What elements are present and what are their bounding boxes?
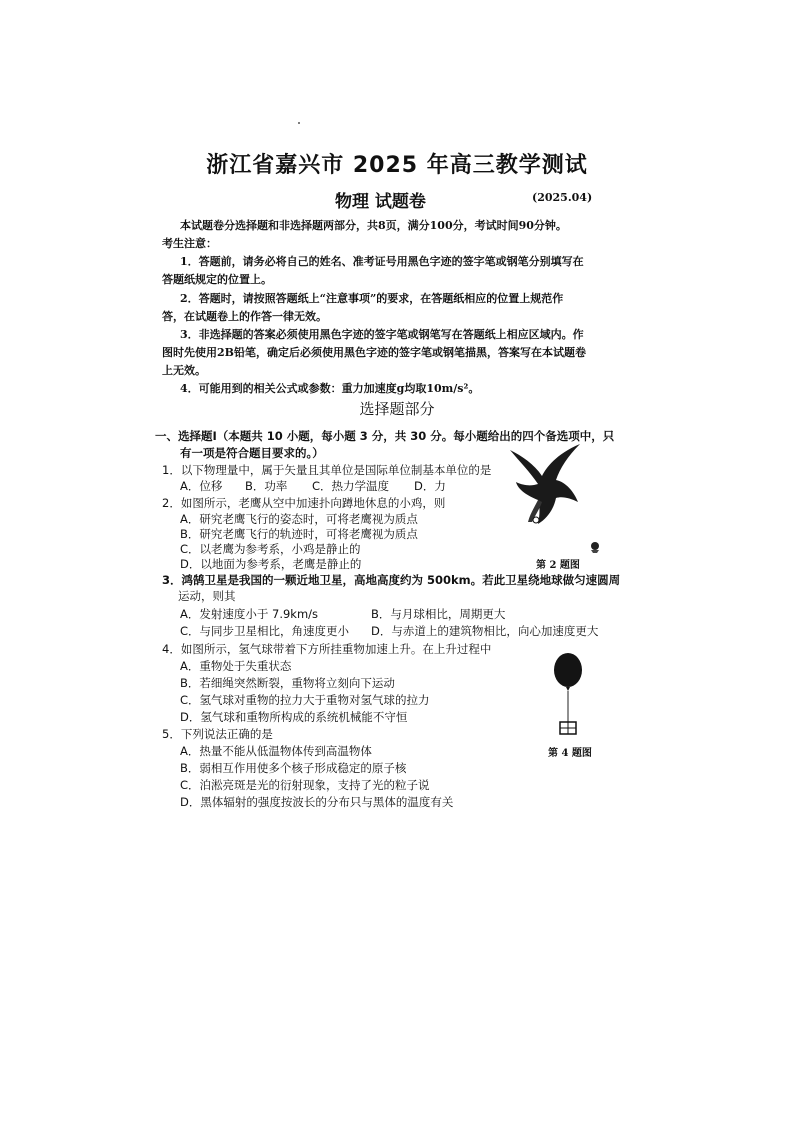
q1-option-b: B．功率 [245, 479, 288, 493]
balloon-icon [548, 652, 588, 736]
q4-option-b: B．若细绳突然断裂，重物将立刻向下运动 [180, 676, 395, 690]
notice-heading: 考生注意： [162, 237, 217, 250]
chick-icon [588, 540, 602, 554]
q5-option-c: C．泊淞亮斑是光的衍射现象，支持了光的粒子说 [180, 778, 430, 792]
q4-option-d: D．氢气球和重物所构成的系统机械能不守恒 [180, 710, 408, 724]
part1-heading: 一、选择题Ⅰ（本题共 10 小题，每小题 3 分，共 30 分。每小题给出的四个备选项中，只 [155, 429, 615, 443]
q2-stem: 2．如图所示，老鹰从空中加速扑向蹲地休息的小鸡，则 [162, 496, 446, 510]
figure-caption-4: 第 4 题图 [548, 748, 592, 759]
q1-option-c: C．热力学温度 [312, 479, 390, 493]
notice-3b: 图时先使用2B铅笔，确定后必须使用黑色字迹的签字笔或钢笔描黑，答案写在本试题卷 [162, 346, 586, 359]
page-title: 浙江省嘉兴市 2025 年高三教学测试 [206, 153, 588, 178]
q3-option-a: A．发射速度小于 7.9km/s [180, 607, 319, 621]
paper-subtitle: 物理 试题卷 [335, 192, 426, 212]
intro-line: 本试题卷分选择题和非选择题两部分，共8页，满分100分，考试时间90分钟。 [180, 219, 567, 232]
part1-heading-cont: 有一项是符合题目要求的。） [180, 446, 324, 460]
notice-1a: 1．答题前，请务必将自己的姓名、准考证号用黑色字迹的签字笔或钢笔分别填写在 [180, 255, 584, 268]
notice-2b: 答，在试题卷上的作答一律无效。 [162, 310, 327, 323]
q4-option-c: C．氢气球对重物的拉力大于重物对氢气球的拉力 [180, 693, 430, 707]
q2-option-d: D．以地面为参考系，老鹰是静止的 [180, 557, 362, 571]
q4-stem: 4．如图所示，氢气球带着下方所挂重物加速上升。在上升过程中 [162, 642, 492, 656]
eagle-icon [508, 442, 588, 528]
figure-caption-2: 第 2 题图 [536, 560, 580, 571]
q5-option-d: D．黑体辐射的强度按波长的分布只与黑体的温度有关 [180, 795, 454, 809]
q3-option-b: B．与月球相比，周期更大 [371, 607, 506, 621]
notice-4: 4．可能用到的相关公式或参数：重力加速度g均取10m/s²。 [180, 382, 480, 395]
q2-option-c: C．以老鹰为参考系，小鸡是静止的 [180, 542, 361, 556]
q1-option-d: D．力 [414, 479, 446, 493]
notice-1b: 答题纸规定的位置上。 [162, 273, 272, 286]
q2-option-a: A．研究老鹰飞行的姿态时，可将老鹰视为质点 [180, 512, 418, 526]
q5-option-b: B．弱相互作用使多个核子形成稳定的原子核 [180, 761, 407, 775]
q1-option-a: A．位移 [180, 479, 223, 493]
notice-3a: 3．非选择题的答案必须使用黑色字迹的签字笔或钢笔写在答题纸上相应区域内。作 [180, 328, 584, 341]
q4-option-a: A．重物处于失重状态 [180, 659, 292, 673]
notice-2a: 2．答题时，请按照答题纸上“注意事项”的要求，在答题纸相应的位置上规范作 [180, 292, 564, 305]
q5-stem: 5．下列说法正确的是 [162, 727, 273, 741]
q5-option-a: A．热量不能从低温物体传到高温物体 [180, 744, 372, 758]
notice-3c: 上无效。 [162, 364, 206, 377]
q3-stem-2: 运动，则其 [178, 589, 236, 603]
q2-option-b: B．研究老鹰飞行的轨迹时，可将老鹰视为质点 [180, 527, 418, 541]
scan-speck [298, 122, 300, 124]
q1-stem: 1．以下物理量中，属于矢量且其单位是国际单位制基本单位的是 [162, 463, 492, 477]
q3-option-d: D．与赤道上的建筑物相比，向心加速度更大 [371, 624, 599, 638]
section-title: 选择题部分 [359, 400, 435, 418]
exam-date: (2025.04) [532, 191, 593, 204]
q3-stem-1: 3．鸿鹄卫星是我国的一颗近地卫星，高地高度约为 500km。若此卫星绕地球做匀速圆周 [162, 573, 621, 587]
q3-option-c: C．与同步卫星相比，角速度更小 [180, 624, 350, 638]
